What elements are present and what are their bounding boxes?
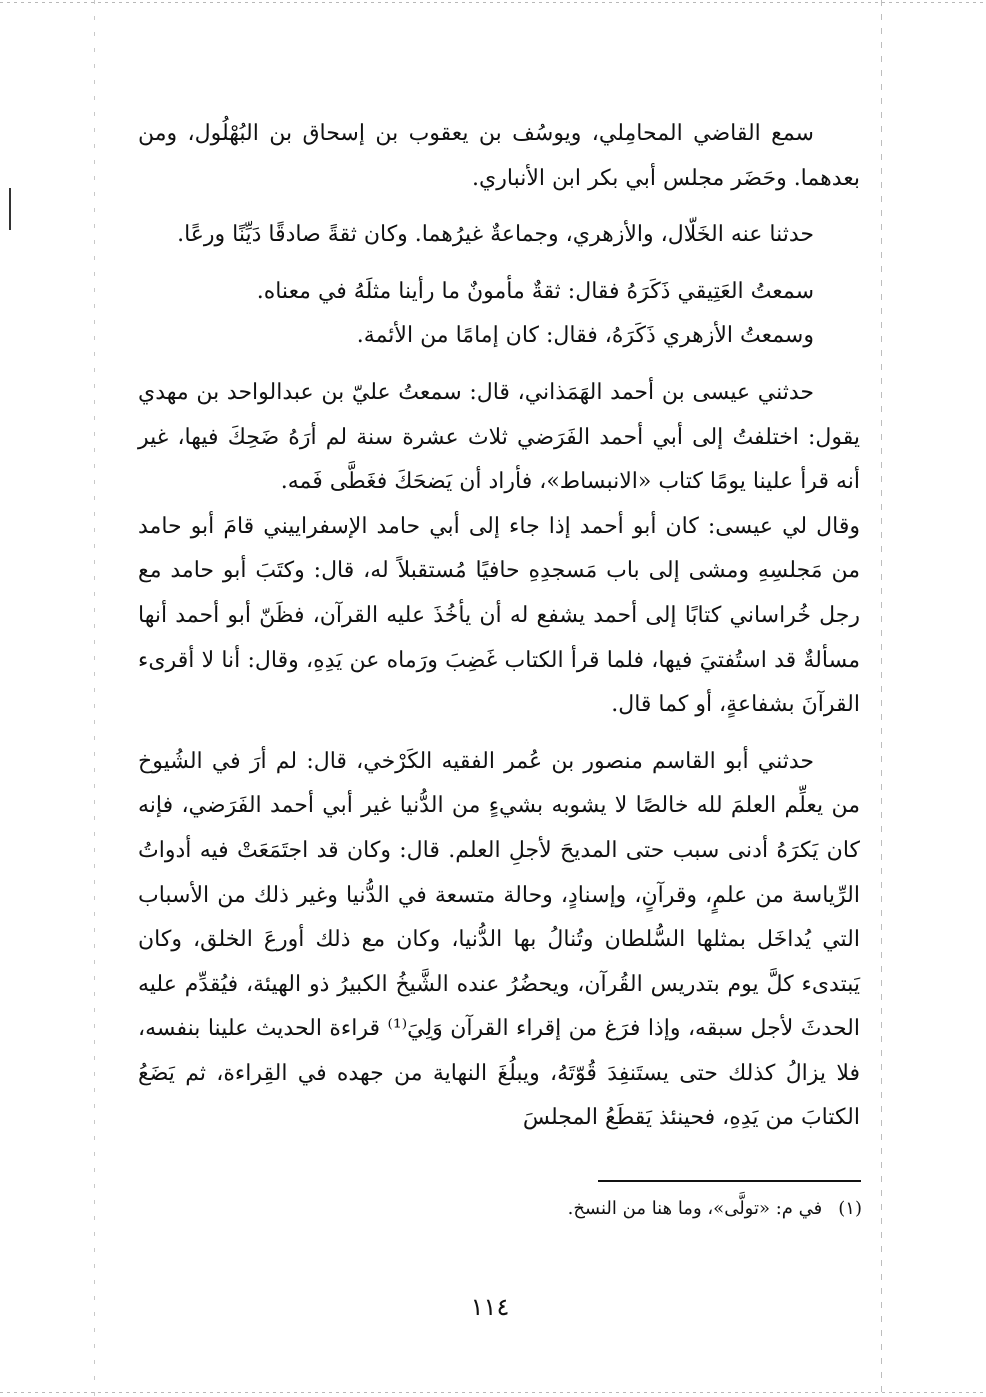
footnote-number: (١) xyxy=(838,1198,862,1219)
footnote xyxy=(138,1196,862,1222)
paragraph-3: سمعتُ العَتِيقي ذَكَرَهُ فقال: ثقةٌ مأمونٌ ما رأينا مثلَهُ في معناه. xyxy=(256,278,814,304)
scan-edge-left xyxy=(94,0,95,1397)
scan-border-top xyxy=(0,2,986,3)
paragraph-2: حدثنا عنه الخَلّال، والأزهري، وجماعةٌ غيرُهما. وكان ثقةً صادقًا دَيِّنًا ورعًا. xyxy=(177,222,814,248)
main-text xyxy=(138,112,860,1141)
footnote-separator xyxy=(598,1180,861,1182)
paragraph-4: وسمعتُ الأزهري ذَكَرَهُ، فقال: كان إمامًا من الأئمة. xyxy=(356,323,814,349)
paragraph-7: حدثني أبو القاسم منصور بن عُمر الفقيه الكَرْخي، قال: لم أرَ في الشُيوخ من يعلِّم العلمَ لله خالصًا لا يشوبه بشيءٍ من الدُّنيا غير أبي أحمد الفَرَضي، فإنه كان يَكرَهُ أدنى سبب حتى المديحَ لأجلِ العلم. قال: وكان قد اجتَمَعَتْ فيه أدواتُ الرِّياسة من علمٍ، وقرآنٍ، وإسنادٍ، وحالة متسعة في الدُّنيا وغير ذلك من الأسباب التي يُداخَل بمثلها السُّلطان وتُنالُ بها الدُّنيا، وكان مع ذلك أورعَ الخلق، وكان يَبتدىء كلَّ يوم بتدريس القُرآن، ويحضُرُ عنده الشَّيخُ الكبيرُ ذو الهيئة، فيُقدِّم عليه الحدثَ لأجل سبقه، وإذا فرَغ من إقراء القرآن وَلِيَ⁽¹⁾ قراءة الحديث علينا بنفسه، فلا يزالُ كذلك حتى يستَنفِدَ قُوّتَهُ، ويبلُغَ النهاية من جهده في القِراءة، ثم يَضَعُ الكتابَ من يَدِهِ، فحينئذ يَقطَعُ المجلسَ xyxy=(138,748,860,1131)
paragraph-6: وقال لي عيسى: كان أبو أحمد إذا جاء إلى أبي حامد الإسفراييني قامَ أبو حامد من مَجلسِهِ ومشى إلى باب مَسجدِهِ حافيًا مُستقبلاً له، قال: وكتَبَ أبو حامد مع رجل خُراساني كتابًا إلى أحمد يشفع له أن يأخُذَ عليه القرآن، فظَنّ أبو أحمد أنها مسألةٌ قد استُفتيَ فيها، فلما قرأ الكتاب غَضِبَ ورَماه عن يَدِهِ، وقال: أنا لا أقرىء القرآنَ بشفاعةٍ، أو كما قال. xyxy=(138,513,860,718)
scan-edge-right xyxy=(881,0,882,1397)
scan-border-bottom xyxy=(0,1392,986,1393)
paragraph-1: سمع القاضي المحامِلي، ويوسُف بن يعقوب بن إسحاق بن البُهْلُول، ومن بعدهما. وحَضَر مجلس أبي بكر ابن الأنباري. xyxy=(138,121,860,191)
margin-mark xyxy=(9,188,11,230)
page-number: ١١٤ xyxy=(470,1293,510,1321)
footnote-text: في م: «تولَّى»، وما هنا من النسخ. xyxy=(567,1198,823,1219)
paragraph-5: حدثني عيسى بن أحمد الهَمَذاني، قال: سمعتُ عليّ بن عبدالواحد بن مهدي يقول: اختلفتُ إلى أبي أحمد الفَرَضي ثلاث عشرة سنة لم أرَهُ ضَحِكَ فيها، غير أنه قرأ علينا يومًا كتاب «الانبساط»، فأراد أن يَضحَكَ فغَطَّى فَمه. xyxy=(138,379,860,495)
